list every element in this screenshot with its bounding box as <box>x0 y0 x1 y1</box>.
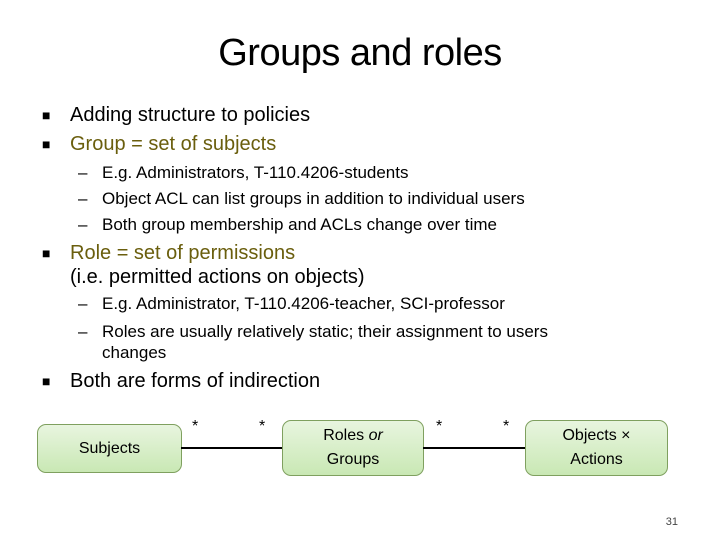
page-number: 31 <box>665 516 678 528</box>
bullet-2-text: Group = set of subjects <box>70 133 277 155</box>
subjects-box <box>37 424 182 473</box>
connector-line <box>181 447 282 449</box>
bullet-1-text: Adding structure to policies <box>70 104 311 126</box>
bullet-3-text-line2: (i.e. permitted actions on objects) <box>70 266 365 288</box>
dash-marker-icon: – <box>78 322 88 341</box>
multiplicity-label: * <box>503 418 510 435</box>
dash-marker-icon: – <box>78 215 88 234</box>
multiplicity-label: * <box>192 418 199 435</box>
subjects-label: Subjects <box>78 439 141 457</box>
roles-or-groups-box <box>282 420 424 476</box>
bullet-marker-icon: ■ <box>42 136 51 152</box>
objects-actions-box <box>525 420 668 476</box>
objects-actions-line2: Actions <box>570 451 623 468</box>
sub-bullet-text-line2: changes <box>102 343 167 362</box>
objects-actions-line1: Objects × <box>562 427 631 444</box>
sub-bullet-text: Object ACL can list groups in addition to individual users <box>102 189 525 208</box>
sub-bullet-text: E.g. Administrator, T-110.4206-teacher, SCI-professor <box>102 294 505 313</box>
sub-bullet-text: E.g. Administrators, T-110.4206-students <box>102 163 409 182</box>
multiplicity-label: * <box>259 418 266 435</box>
multiplicity-label: * <box>436 418 443 435</box>
sub-bullet-text: Both group membership and ACLs change over time <box>102 215 498 234</box>
dash-marker-icon: – <box>78 294 88 313</box>
dash-marker-icon: – <box>78 189 88 208</box>
bullet-marker-icon: ■ <box>42 373 51 389</box>
slide-title: Groups and roles <box>218 32 502 74</box>
dash-marker-icon: – <box>78 163 88 182</box>
roles-or-groups-line2: Groups <box>326 451 380 468</box>
bullet-marker-icon: ■ <box>42 107 51 123</box>
sub-bullet-text: Roles are usually relatively static; their assignment to users <box>102 322 548 341</box>
bullet-marker-icon: ■ <box>42 245 51 261</box>
connector-line <box>423 447 525 449</box>
bullet-3-text: Role = set of permissions <box>70 242 296 264</box>
roles-or-groups-line1: Roles or <box>323 427 383 444</box>
bullet-4-text: Both are forms of indirection <box>70 370 321 392</box>
